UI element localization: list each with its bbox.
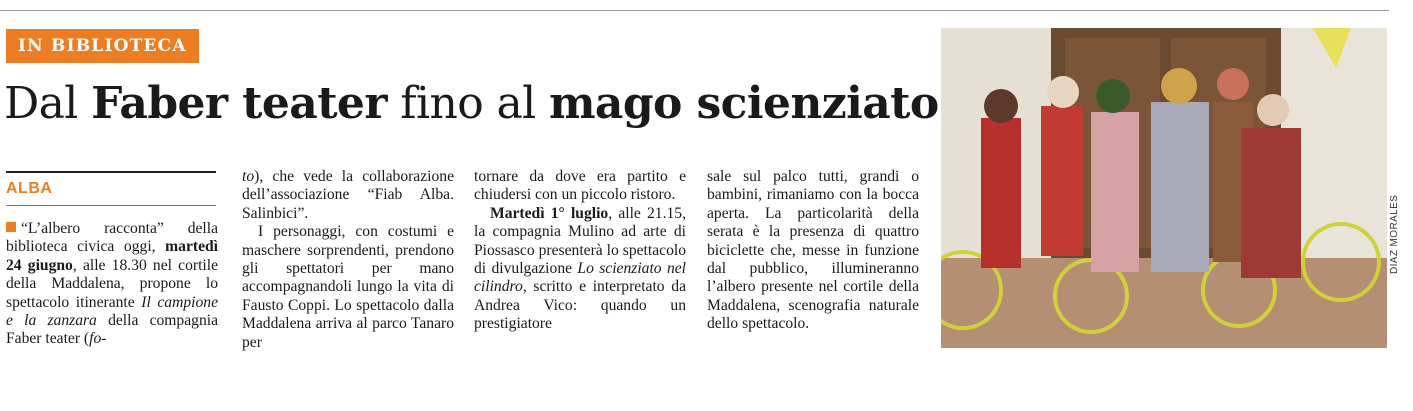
bullet-square-icon xyxy=(6,222,16,232)
top-rule xyxy=(0,10,1389,11)
text-run: “L’albero racconta” della biblioteca civica oggi, xyxy=(6,220,218,256)
headline-part-2: fino al xyxy=(386,78,549,129)
text-run: , scritto e interpretato da Andrea Vico: quando un prestigiatore xyxy=(474,278,686,333)
article-column-1 xyxy=(6,171,218,349)
headline-bold-2: mago scienziato xyxy=(548,78,939,129)
date-bold: martedì 24 giugno xyxy=(6,238,218,274)
location-label: ALBA xyxy=(6,180,53,197)
article-photo xyxy=(941,28,1387,348)
paragraph-characters: I personaggi, con costumi e maschere sorprendenti, prendono gli spettatori per mano accompagnandoli lungo la vita di Fausto Coppi. Lo spettacolo dalla Maddalena arriva al parco Tanaro per xyxy=(242,223,454,351)
article-column-3 xyxy=(474,168,686,334)
italic-run: to xyxy=(242,168,255,185)
title-italic: Lo scienziato nel cilindro xyxy=(474,260,686,296)
section-kicker: IN BIBLIOTECA xyxy=(6,29,199,63)
article-column-4 xyxy=(707,168,919,334)
location-rule xyxy=(6,205,216,206)
date-bold: Martedì 1° luglio xyxy=(490,204,609,222)
headline xyxy=(4,76,939,132)
column-rule xyxy=(6,171,216,173)
article-column-2 xyxy=(242,168,454,352)
text-run: ), che vede la collaborazione dell’associazione “Fiab Alba. Salinbici”. xyxy=(242,168,454,222)
paragraph-intro xyxy=(6,220,218,349)
headline-bold-1: Faber teater xyxy=(91,78,387,129)
text-run: della compagnia Faber teater ( xyxy=(6,312,218,348)
photo-performers-image xyxy=(941,28,1387,348)
paragraph-continued xyxy=(242,168,454,223)
headline-part-1: Dal xyxy=(4,78,92,129)
paragraph-second-event xyxy=(474,205,686,334)
text-run: , alle 21.15, la compagnia Mulino ad arte di Piossasco presenterà lo spettacolo di divulgazione xyxy=(474,204,686,278)
text-run: , alle 18.30 nel cortile della Maddalena, propone lo spettacolo itinerante xyxy=(6,256,218,311)
italic-run: fo- xyxy=(89,330,107,348)
paragraph-continued: sale sul palco tutti, grandi o bambini, rimaniamo con la bocca aperta. La particolarità della serata è la presenza di quattro biciclette che, messe in funzione dal pubblico, illumineranno l’albero presente nel cortile della Maddalena, scenografia naturale dello spettacolo. xyxy=(707,168,919,333)
paragraph-continued: tornare da dove era partito e chiudersi con un piccolo ristoro. xyxy=(474,168,686,204)
photo-credit: DIAZ MORALES xyxy=(1389,194,1400,274)
title-italic: Il campione e la zanzara xyxy=(6,293,218,330)
